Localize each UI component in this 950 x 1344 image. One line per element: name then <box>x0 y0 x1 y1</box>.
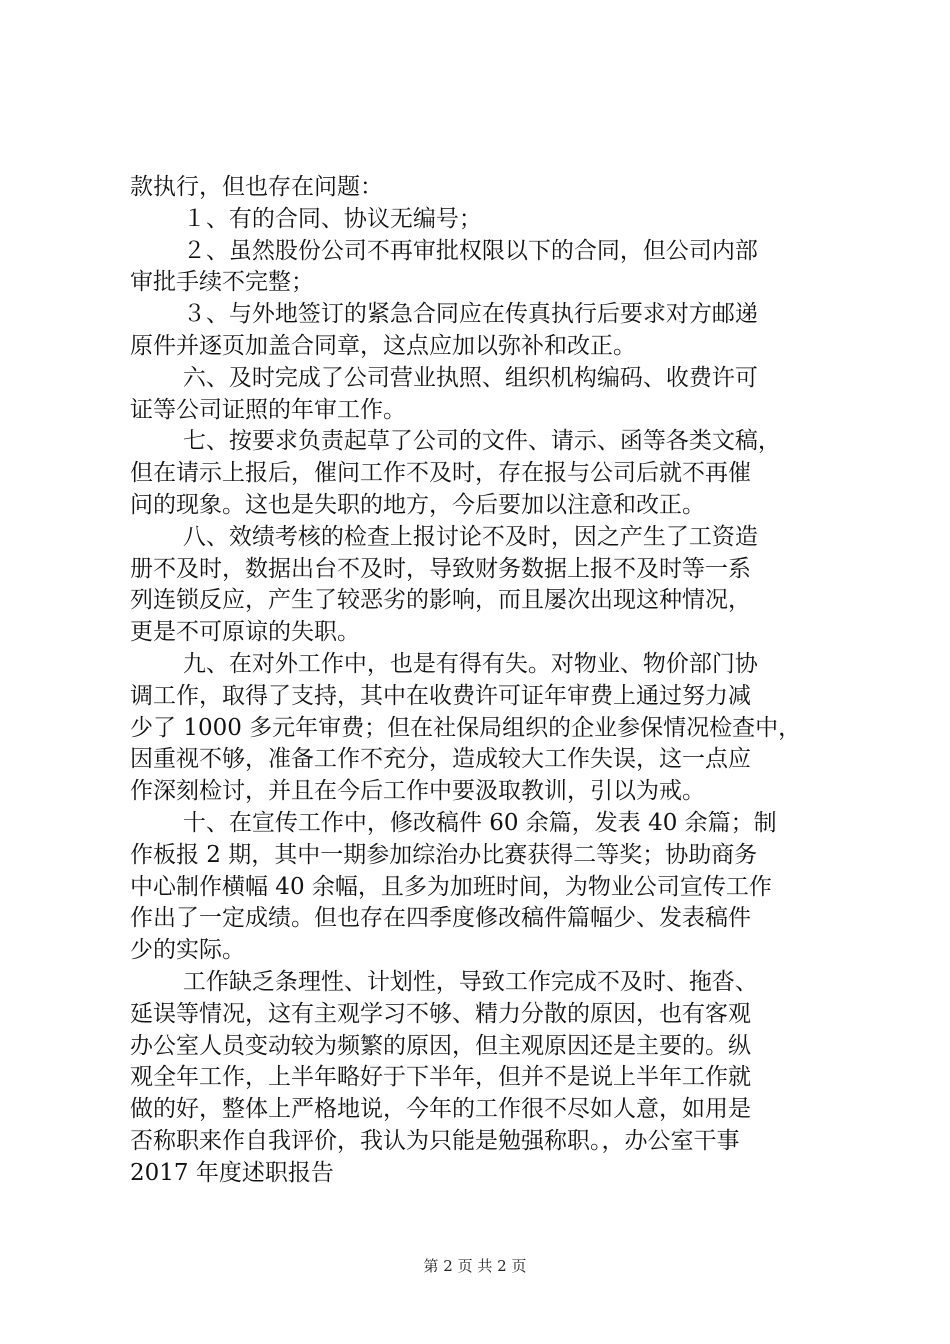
text-line: 七、按要求负责起草了公司的文件、请示、函等各类文稿， <box>182 428 781 455</box>
document-body <box>130 172 834 1190</box>
text-line: 观全年工作，上半年略好于下半年，但并不是说上半年工作就 <box>130 1064 751 1091</box>
text-line: 2017 年度述职报告 <box>130 1159 334 1186</box>
text-line: 少了 1000 多元年审费；但在社保局组织的企业参保情况检查中， <box>130 714 802 741</box>
text-line: 做的好，整体上严格地说，今年的工作很不尽如人意，如用是 <box>130 1096 751 1123</box>
text-line: 更是不可原谅的失职。 <box>130 619 360 646</box>
text-line: ３、与外地签订的紧急合同应在传真执行后要求对方邮递 <box>182 301 758 328</box>
text-line: 但在请示上报后，催问工作不及时，存在报与公司后就不再催 <box>130 460 751 487</box>
text-line: 九、在对外工作中，也是有得有失。对物业、物价部门协 <box>182 650 758 677</box>
text-line: 工作缺乏条理性、计划性，导致工作完成不及时、拖沓、 <box>182 968 758 995</box>
text-line: １、有的合同、协议无编号； <box>182 205 482 232</box>
text-line: ２、虽然股份公司不再审批权限以下的合同，但公司内部 <box>182 237 758 264</box>
text-line: 否称职来作自我评价，我认为只能是勉强称职。，办公室干事 <box>130 1127 740 1154</box>
text-line: 十、在宣传工作中，修改稿件 60 余篇，发表 40 余篇；制 <box>182 809 777 836</box>
text-line: 作板报 2 期，其中一期参加综治办比赛获得二等奖；协助商务 <box>130 841 758 868</box>
text-line: 册不及时，数据出台不及时，导致财务数据上报不及时等一系 <box>130 555 751 582</box>
text-line: 因重视不够，准备工作不充分，造成较大工作失误，这一点应 <box>130 746 751 773</box>
text-line: 办公室人员变动较为频繁的原因，但主观原因还是主要的。纵 <box>130 1032 751 1059</box>
text-line: 少的实际。 <box>130 937 245 964</box>
text-line: 作出了一定成绩。但也存在四季度修改稿件篇幅少、发表稿件 <box>130 905 751 932</box>
page-footer: 第 2 页 共 2 页 <box>423 1257 527 1275</box>
text-line: 作深刻检讨，并且在今后工作中要汲取教训，引以为戒。 <box>130 778 705 805</box>
text-line: 原件并逐页加盖合同章，这点应加以弥补和改正。 <box>130 332 636 359</box>
text-line: 证等公司证照的年审工作。 <box>130 396 406 423</box>
text-line: 调工作，取得了支持，其中在收费许可证年审费上通过努力减 <box>130 682 751 709</box>
text-line: 审批手续不完整； <box>130 269 314 296</box>
text-line: 问的现象。这也是失职的地方，今后要加以注意和改正。 <box>130 491 705 518</box>
text-line: 列连锁反应，产生了较恶劣的影响，而且屡次出现这种情况， <box>130 587 751 614</box>
text-line: 款执行，但也存在问题： <box>130 174 383 200</box>
text-line: 中心制作横幅 40 余幅，且多为加班时间，为物业公司宣传工作 <box>130 873 772 900</box>
text-line: 六、及时完成了公司营业执照、组织机构编码、收费许可 <box>182 364 758 391</box>
text-line: 延误等情况，这有主观学习不够、精力分散的原因，也有客观 <box>130 1000 751 1027</box>
text-line: 八、效绩考核的检查上报讨论不及时，因之产生了工资造 <box>182 523 758 550</box>
